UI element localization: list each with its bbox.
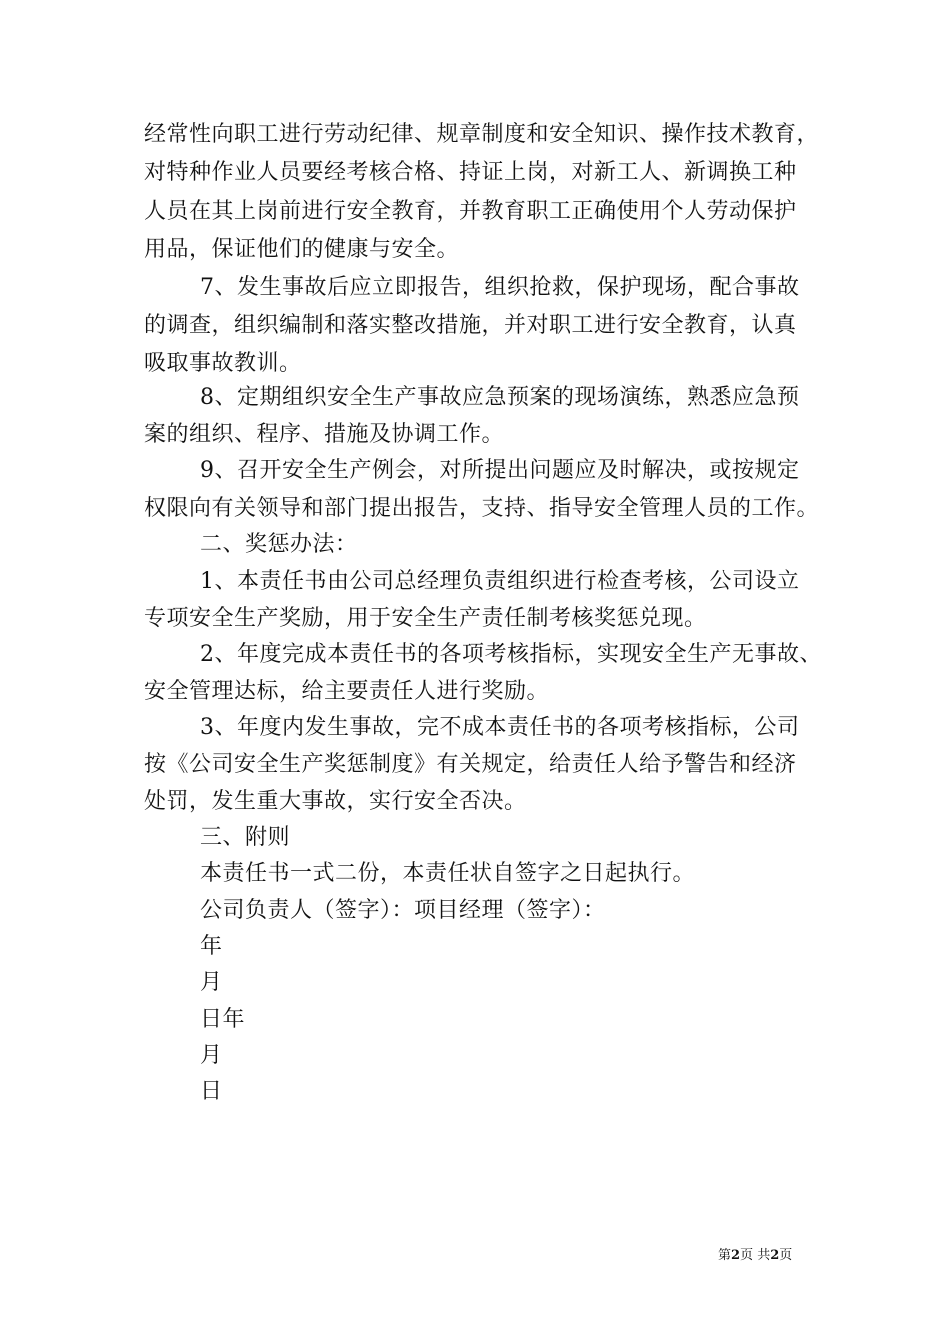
body-line: 对特种作业人员要经考核合格、持证上岗，对新工人、新调换工种 bbox=[144, 160, 797, 185]
footer-middle: 页 共 bbox=[740, 1248, 771, 1263]
clause-7-line: 7、发生事故后应立即报告，组织抢救，保护现场，配合事故 bbox=[200, 275, 800, 300]
page-number-footer bbox=[718, 1247, 792, 1265]
signature-line: 公司负责人（签字）：项目经理（签字）： bbox=[200, 898, 606, 923]
body-line: 案的组织、程序、措施及协调工作。 bbox=[144, 422, 505, 447]
body-line: 经常性向职工进行劳动纪律、规章制度和安全知识、操作技术教育， bbox=[144, 122, 820, 147]
section-heading-appendix: 三、附则 bbox=[200, 825, 291, 850]
clause-8-line: 8、定期组织安全生产事故应急预案的现场演练，熟悉应急预 bbox=[200, 385, 800, 410]
reward-clause-3-line: 3、年度内发生事故，完不成本责任书的各项考核指标，公司 bbox=[200, 715, 800, 740]
date-year: 年 bbox=[200, 934, 223, 959]
total-page-number: 2 bbox=[770, 1248, 780, 1263]
body-line: 的调查，组织编制和落实整改措施，并对职工进行安全教育，认真 bbox=[144, 313, 797, 338]
body-line: 权限向有关领导和部门提出报告，支持、指导安全管理人员的工作。 bbox=[144, 496, 820, 521]
date-day-year: 日年 bbox=[200, 1007, 246, 1032]
date-month: 月 bbox=[200, 1043, 223, 1068]
date-month: 月 bbox=[200, 970, 223, 995]
reward-clause-2-line: 2、年度完成本责任书的各项考核指标，实现安全生产无事故、 bbox=[200, 642, 822, 667]
footer-prefix: 第 bbox=[718, 1248, 732, 1263]
clause-9-line: 9、召开安全生产例会，对所提出问题应及时解决，或按规定 bbox=[200, 458, 800, 483]
body-line: 按《公司安全生产奖惩制度》有关规定，给责任人给予警告和经济 bbox=[144, 752, 797, 777]
reward-clause-1-line: 1、本责任书由公司总经理负责组织进行检查考核，公司设立 bbox=[200, 569, 800, 594]
body-line: 用品，保证他们的健康与安全。 bbox=[144, 237, 460, 262]
current-page-number: 2 bbox=[731, 1248, 741, 1263]
body-line: 专项安全生产奖励，用于安全生产责任制考核奖惩兑现。 bbox=[144, 606, 707, 631]
body-line: 安全管理达标，给主要责任人进行奖励。 bbox=[144, 679, 550, 704]
footer-suffix: 页 bbox=[779, 1248, 793, 1263]
appendix-line: 本责任书一式二份，本责任状自签字之日起执行。 bbox=[200, 861, 696, 886]
date-day: 日 bbox=[200, 1079, 223, 1104]
body-line: 人员在其上岗前进行安全教育，并教育职工正确使用个人劳动保护 bbox=[144, 199, 797, 224]
body-line: 吸取事故教训。 bbox=[144, 351, 302, 376]
body-line: 处罚，发生重大事故，实行安全否决。 bbox=[144, 789, 527, 814]
section-heading-rewards: 二、奖惩办法： bbox=[200, 532, 358, 557]
